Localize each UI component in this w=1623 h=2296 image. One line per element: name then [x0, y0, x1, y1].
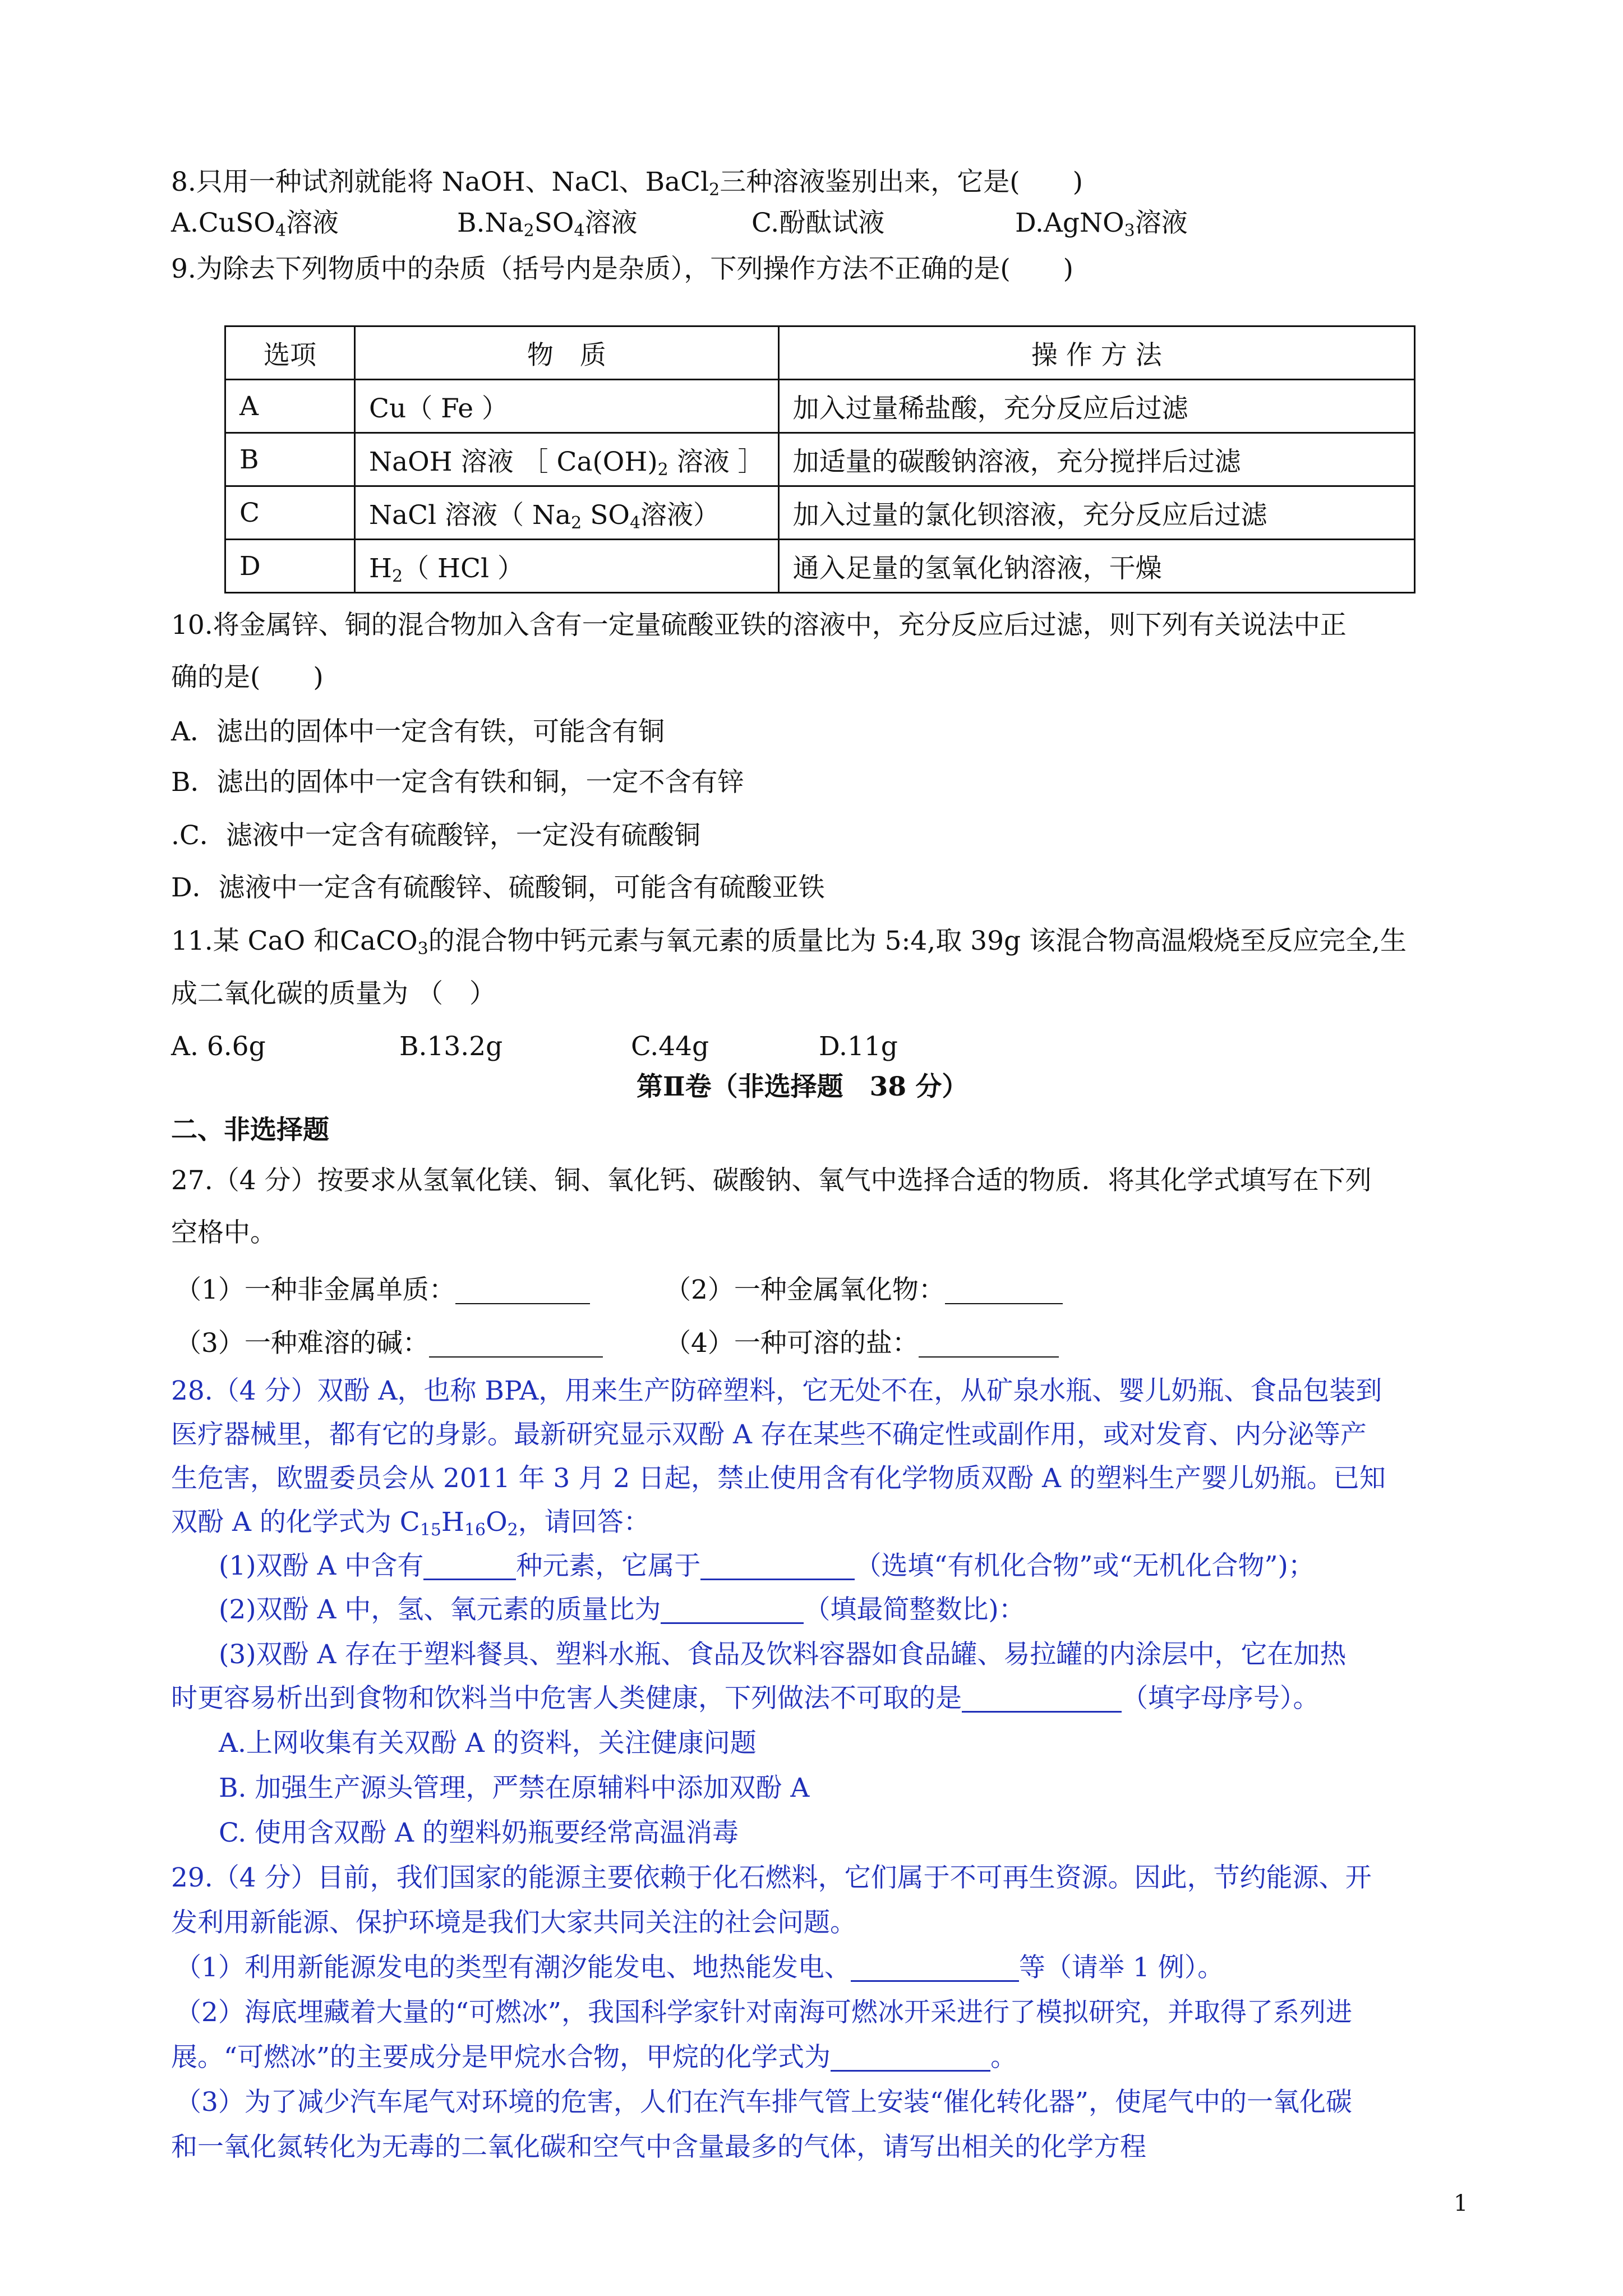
- q11-stem-line1: 11.某 CaO 和CaCO$_3$的混合物中钙元素与氧元素的质量比为 5:4,取 39g 该混合物高温煅烧至反应完全,生: [171, 926, 1407, 959]
- q8-option-a: A.CuSO$_4$溶液: [171, 208, 339, 241]
- cell-substance: $H_2$（ HCl ）: [355, 540, 779, 593]
- q9-stem: 9.为除去下列物质中的杂质（括号内是杂质），下列操作方法不正确的是( ): [171, 254, 1074, 284]
- table-row: [225, 486, 1415, 540]
- q28-option-a: A.上网收集有关双酚 A 的资料，关注健康问题: [219, 1728, 757, 1759]
- answer-blank[interactable]: [700, 1553, 855, 1580]
- cell-method: 加入过量的氯化钡溶液，充分反应后过滤: [778, 486, 1414, 540]
- table-row: [225, 380, 1415, 433]
- q29-sub2-line2: 展。“可燃冰”的主要成分是甲烷水合物，甲烷的化学式为 。: [171, 2042, 1017, 2073]
- q27-stem-line2: 空格中。: [171, 1217, 276, 1248]
- q11-option-d: D.11g: [819, 1031, 898, 1062]
- q28-line1: 28.（4 分）双酚 A，也称 BPA，用来生产防碎塑料，它无处不在，从矿泉水瓶、婴儿奶瓶、食品包装到: [171, 1375, 1382, 1406]
- q27-item-4: （4）一种可溶的盐：: [665, 1327, 1059, 1360]
- header-option: 选项: [225, 326, 355, 380]
- cell-option: A: [225, 380, 355, 433]
- q28-line2: 医疗器械里，都有它的身影。最新研究显示双酚 A 存在某些不确定性或副作用，或对发育、内分泌等产: [171, 1419, 1367, 1450]
- answer-blank[interactable]: [429, 1331, 603, 1358]
- q27-item-1: （1）一种非金属单质：: [175, 1273, 590, 1307]
- section-heading: 二、非选择题: [171, 1115, 329, 1145]
- table-header-row: [225, 326, 1415, 380]
- q28-option-c: C. 使用含双酚 A 的塑料奶瓶要经常高温消毒: [219, 1818, 739, 1848]
- cell-method: 通入足量的氢氧化钠溶液，干燥: [778, 540, 1414, 593]
- cell-option: B: [225, 433, 355, 486]
- q29-line2: 发利用新能源、保护环境是我们大家共同关注的社会问题。: [171, 1907, 856, 1938]
- table-row: [225, 433, 1415, 486]
- answer-blank[interactable]: [661, 1596, 804, 1624]
- q29-sub3-line1: （3）为了减少汽车尾气对环境的危害，人们在汽车排气管上安装“催化转化器”，使尾气中的一氧化碳: [175, 2087, 1352, 2118]
- cell-method: 加适量的碳酸钠溶液，充分搅拌后过滤: [778, 433, 1414, 486]
- q28-line3: 生危害，欧盟委员会从 2011 年 3 月 2 日起，禁止使用含有化学物质双酚 A 的塑料生产婴儿奶瓶。已知: [171, 1463, 1386, 1494]
- q28-sub3-line1: (3)双酚 A 存在于塑料餐具、塑料水瓶、食品及饮料容器如食品罐、易拉罐的内涂层中，它在加热: [219, 1639, 1347, 1670]
- q11-option-a: A. 6.6g: [171, 1031, 266, 1062]
- q10-option-a: A．滤出的固体中一定含有铁，可能含有铜: [171, 716, 665, 747]
- cell-substance: NaCl 溶液（ $Na_2$ $SO_4$溶液）: [355, 486, 779, 540]
- q10-option-d: D．滤液中一定含有硫酸锌、硫酸铜，可能含有硫酸亚铁: [171, 872, 825, 903]
- q11-stem-line2: 成二氧化碳的质量为 （ ）: [171, 978, 496, 1009]
- q10-option-c: .C．滤液中一定含有硫酸锌，一定没有硫酸铜: [171, 820, 700, 851]
- cell-substance: NaOH 溶液 ［ $Ca(OH)_2$ 溶液 ］: [355, 433, 779, 486]
- page-number: 1: [1454, 2191, 1468, 2216]
- q10-option-b: B．滤出的固体中一定含有铁和铜，一定不含有锌: [171, 767, 744, 798]
- cell-option: C: [225, 486, 355, 540]
- q28-sub3-line2: 时更容易析出到食物和饮料当中危害人类健康，下列做法不可取的是 （填字母序号）。: [171, 1683, 1320, 1714]
- cell-method: 加入过量稀盐酸，充分反应后过滤: [778, 380, 1414, 433]
- table-row: [225, 540, 1415, 593]
- q8-option-c: C.酚酞试液: [751, 208, 885, 238]
- cell-option: D: [225, 540, 355, 593]
- answer-blank[interactable]: [919, 1331, 1059, 1358]
- answer-blank[interactable]: [423, 1553, 516, 1580]
- q10-stem-line2: 确的是( ): [171, 662, 324, 693]
- q29-sub3-line2: 和一氧化氮转化为无毒的二氧化碳和空气中含量最多的气体，请写出相关的化学方程: [171, 2132, 1146, 2162]
- header-substance: 物 质: [355, 326, 779, 380]
- q8-stem: 8.只用一种试剂就能将 NaOH、NaCl、BaCl$_2$三种溶液鉴别出来，它是( ): [171, 167, 1083, 200]
- q29-line1: 29.（4 分）目前，我们国家的能源主要依赖于化石燃料，它们属于不可再生资源。因此，节约能源、开: [171, 1862, 1372, 1893]
- q11-option-c: C.44g: [631, 1031, 709, 1062]
- q28-option-b: B. 加强生产源头管理，严禁在原辅料中添加双酚 A: [219, 1773, 810, 1803]
- q27-stem-line1: 27.（4 分）按要求从氢氧化镁、铜、氧化钙、碳酸钠、氧气中选择合适的物质．将其化学式填写在下列: [171, 1165, 1372, 1196]
- cell-substance: Cu（ Fe ）: [355, 380, 779, 433]
- header-method: 操 作 方 法: [778, 326, 1414, 380]
- answer-blank[interactable]: [962, 1685, 1122, 1713]
- q10-stem-line1: 10.将金属锌、铜的混合物加入含有一定量硫酸亚铁的溶液中，充分反应后过滤，则下列有关说法中正: [171, 610, 1347, 641]
- q29-sub1: （1）利用新能源发电的类型有潮汐能发电、地热能发电、 等（请举 1 例）。: [175, 1952, 1224, 1983]
- q8-option-b: $B.Na_2SO_4$溶液: [457, 208, 638, 241]
- answer-blank[interactable]: [945, 1277, 1063, 1304]
- q27-item-3: （3）一种难溶的碱：: [175, 1327, 603, 1360]
- q29-sub2-line1: （2）海底埋藏着大量的“可燃冰”，我国科学家针对南海可燃冰开采进行了模拟研究，并取得了系列进: [175, 1997, 1352, 2028]
- q9-table: [224, 325, 1415, 593]
- answer-blank[interactable]: [455, 1277, 590, 1304]
- answer-blank[interactable]: [851, 1954, 1019, 1982]
- q28-line4: 双酚 A 的化学式为 $C_{15}H_{16}O_2$，请回答：: [171, 1507, 650, 1540]
- q27-item-2: （2）一种金属氧化物：: [665, 1273, 1063, 1307]
- part2-title: 第Ⅱ卷（非选择题 38 分）: [637, 1071, 969, 1102]
- answer-blank[interactable]: [831, 2044, 990, 2072]
- q28-sub2: (2)双酚 A 中，氢、氧元素的质量比为 （填最简整数比)：: [219, 1594, 1025, 1625]
- q28-sub1: (1)双酚 A 中含有 种元素，它属于 （选填“有机化合物”或“无机化合物”)；: [219, 1550, 1315, 1581]
- q8-option-d: D.AgNO$_3$溶液: [1015, 208, 1188, 241]
- q11-option-b: B.13.2g: [399, 1031, 503, 1062]
